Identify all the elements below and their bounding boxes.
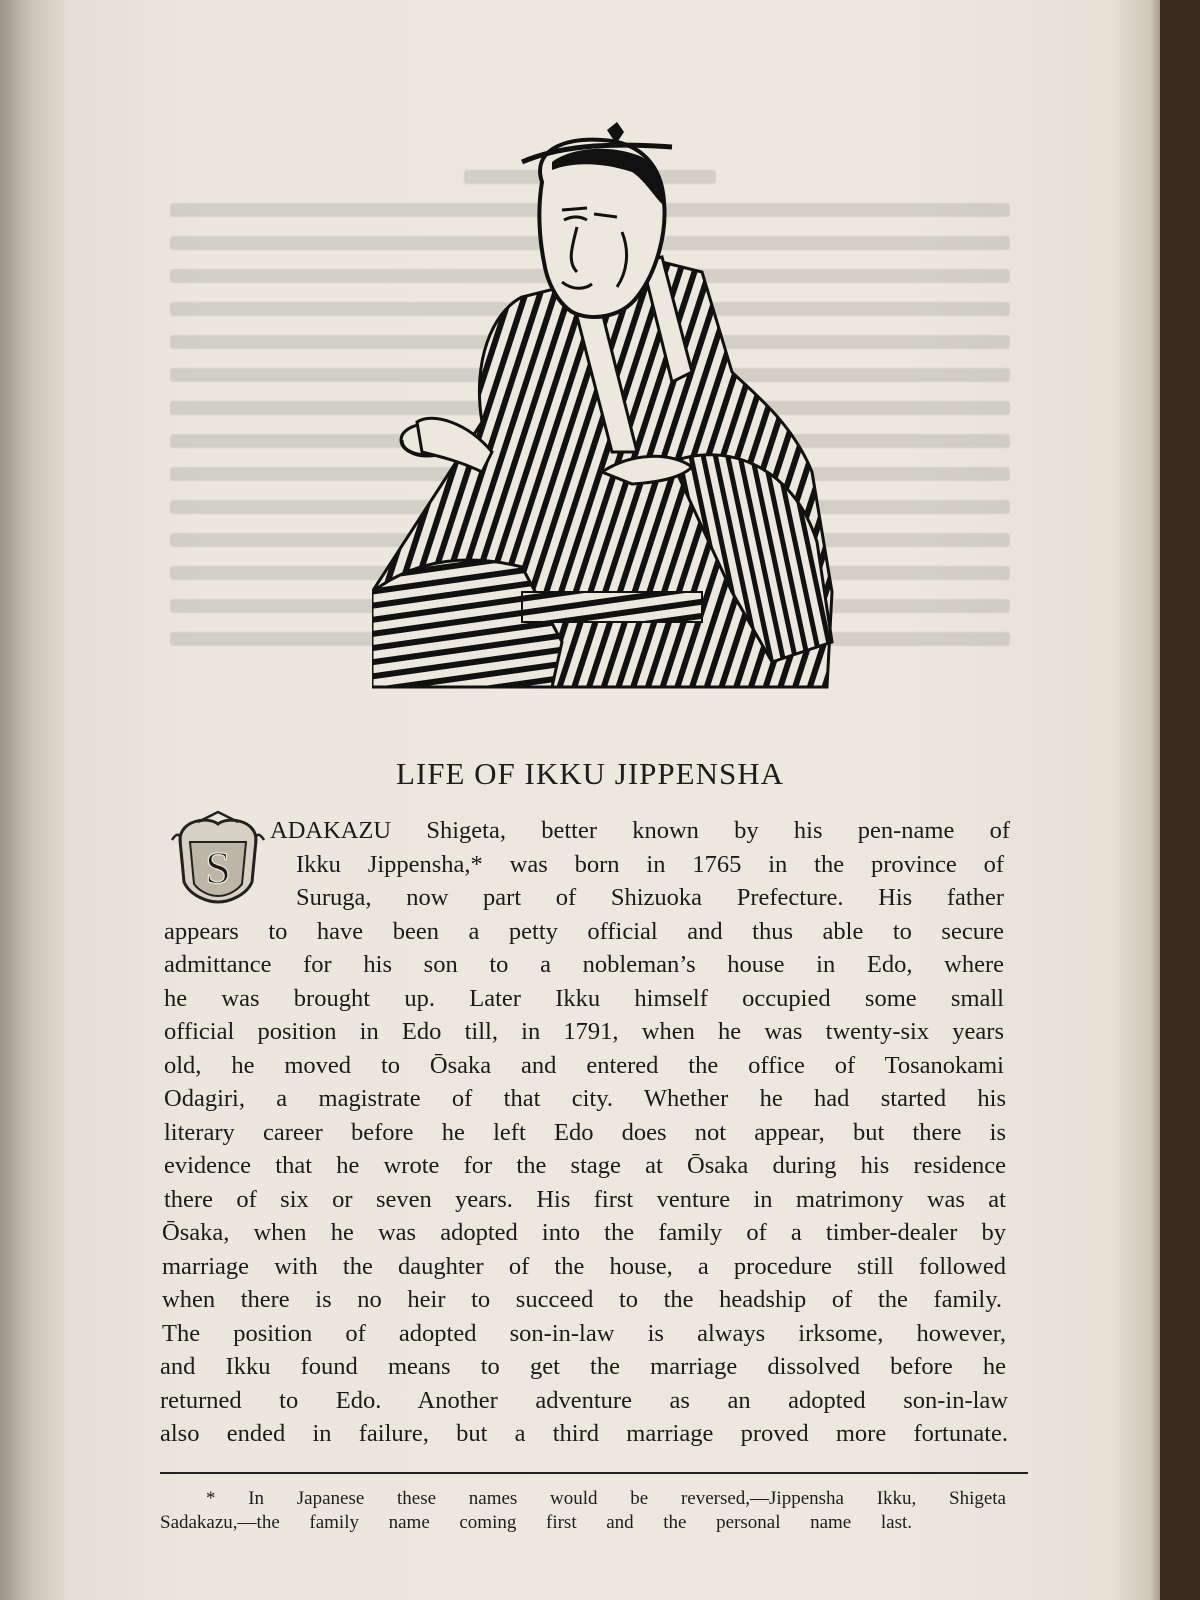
text-line: he was brought up. Later Ikku himself occupied some small: [164, 984, 1004, 1012]
footnote-line: * In Japanese these names would be reversed,—Jippensha Ikku, Shigeta: [206, 1488, 1006, 1509]
portrait-illustration: [372, 122, 842, 702]
text-line: there of six or seven years. His first venture in matrimony was at: [164, 1185, 1006, 1213]
text-line: marriage with the daughter of the house, a procedure still followed: [162, 1252, 1006, 1280]
drop-cap-letter: S: [205, 842, 231, 893]
text-line: also ended in failure, but a third marriage proved more fortunate.: [160, 1420, 1008, 1447]
text-line: Ikku Jippensha,* was born in 1765 in the province of: [296, 850, 1004, 878]
text-line: Ōsaka, when he was adopted into the family of a timber-dealer by: [162, 1219, 1006, 1246]
text-line: literary career before he left Edo does not appear, but there is: [164, 1118, 1006, 1146]
text-line: old, he moved to Ōsaka and entered the office of Tosanokami: [164, 1051, 1004, 1079]
text-line: ADAKAZU Shigeta, better known by his pen-name of: [270, 817, 1010, 844]
drop-cap-ornament: [168, 810, 268, 906]
footnote-line: Sadakazu,—the family name coming first and the personal name last.: [160, 1512, 912, 1533]
text-line: returned to Edo. Another adventure as an adopted son-in-law: [160, 1386, 1008, 1414]
text-line: when there is no heir to succeed to the headship of the family.: [162, 1286, 1002, 1313]
text-line: official position in Edo till, in 1791, when he was twenty-six years: [164, 1018, 1004, 1045]
chapter-title: LIFE OF IKKU JIPPENSHA: [395, 756, 784, 791]
text-line: The position of adopted son-in-law is always irksome, however,: [162, 1319, 1006, 1347]
text-line: evidence that he wrote for the stage at Ōsaka during his residence: [164, 1152, 1006, 1179]
text-line: and Ikku found means to get the marriage dissolved before he: [160, 1353, 1006, 1380]
text-line: Odagiri, a magistrate of that city. Whether he had started his: [164, 1085, 1006, 1112]
text-line: appears to have been a petty official and thus able to secure: [164, 917, 1004, 945]
text-line: admittance for his son to a nobleman’s house in Edo, where: [164, 951, 1004, 978]
text-line: Suruga, now part of Shizuoka Prefecture. His father: [296, 884, 1004, 911]
footnote-divider: [160, 1472, 1028, 1474]
